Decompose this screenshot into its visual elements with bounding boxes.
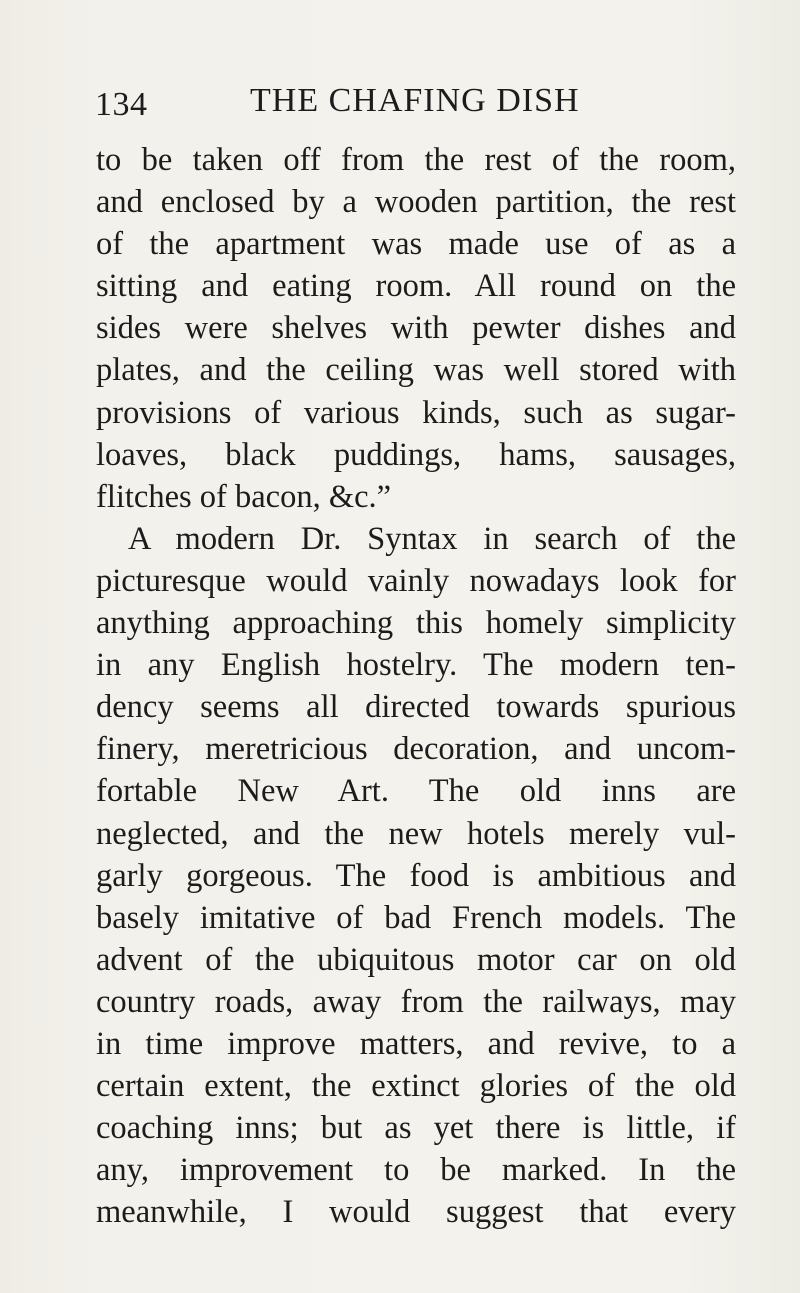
text-line: anything approaching this homely simplicity xyxy=(96,605,736,642)
text-line: fortable New Art. The old inns are xyxy=(96,773,736,810)
text-line: sitting and eating room. All round on the xyxy=(96,268,736,305)
text-line: flitches of bacon, &c.” xyxy=(96,478,392,515)
text-line: to be taken off from the rest of the room, xyxy=(96,142,736,178)
text-line: coaching inns; but as yet there is little, if xyxy=(96,1110,736,1147)
text-line: sides were shelves with pewter dishes and xyxy=(96,310,736,347)
text-line: and enclosed by a wooden partition, the rest xyxy=(96,184,736,221)
page-header xyxy=(95,82,735,132)
page-number: 134 xyxy=(95,86,148,123)
text-line: picturesque would vainly nowadays look for xyxy=(96,562,736,599)
text-line: neglected, and the new hotels merely vul- xyxy=(96,815,736,852)
text-line: loaves, black puddings, hams, sausages, xyxy=(96,436,736,473)
text-line: country roads, away from the railways, may xyxy=(96,983,736,1020)
text-line: A modern Dr. Syntax in search of the xyxy=(128,520,736,557)
text-line: certain extent, the extinct glories of the old xyxy=(96,1068,736,1105)
text-line: garly gorgeous. The food is ambitious and xyxy=(96,857,736,894)
text-line: basely imitative of bad French models. The xyxy=(96,899,736,936)
text-line: in time improve matters, and revive, to a xyxy=(96,1025,736,1062)
text-line: plates, and the ceiling was well stored with xyxy=(96,352,736,389)
text-line: provisions of various kinds, such as sugar- xyxy=(96,394,736,431)
text-line: advent of the ubiquitous motor car on old xyxy=(96,941,736,978)
text-line: of the apartment was made use of as a xyxy=(96,226,736,263)
text-line: finery, meretricious decoration, and uncom- xyxy=(96,731,736,768)
text-line: in any English hostelry. The modern ten- xyxy=(96,647,736,684)
running-title: THE CHAFING DISH xyxy=(250,82,580,119)
text-line: meanwhile, I would suggest that every xyxy=(96,1194,736,1231)
body-text xyxy=(96,139,736,1233)
text-line: any, improvement to be marked. In the xyxy=(96,1152,736,1189)
text-line: dency seems all directed towards spurious xyxy=(96,689,736,726)
